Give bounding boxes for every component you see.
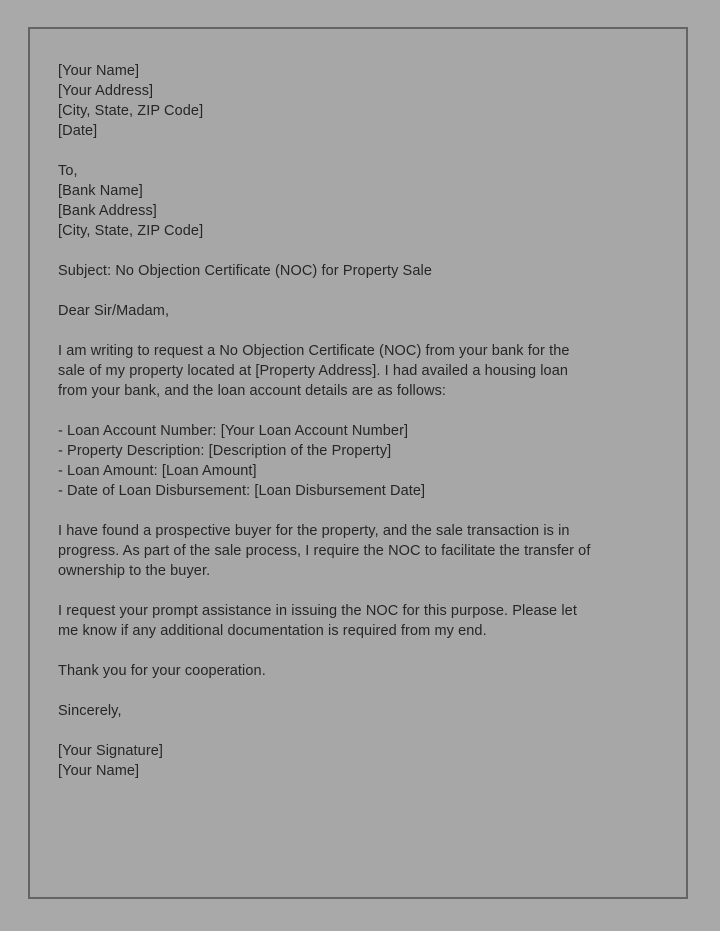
sign-off-text: Sincerely,	[58, 703, 122, 719]
signature-name-placeholder: [Your Name]	[58, 763, 140, 779]
sign-off	[58, 701, 638, 721]
body-paragraph-2	[58, 521, 638, 581]
paragraph-line: I have found a prospective buyer for the property, and the sale transaction is in	[58, 523, 570, 539]
letter-document	[58, 61, 638, 801]
paragraph-line: progress. As part of the sale process, I require the NOC to facilitate the transfer of	[58, 543, 591, 559]
loan-account-number-item: - Loan Account Number: [Your Loan Account Number]	[58, 423, 409, 439]
paragraph-line: I am writing to request a No Objection Certificate (NOC) from your bank for the	[58, 343, 570, 359]
paragraph-line: from your bank, and the loan account details are as follows:	[58, 383, 447, 399]
recipient-address-block	[58, 161, 638, 241]
paragraph-line: sale of my property located at [Property Address]. I had availed a housing loan	[58, 363, 569, 379]
closing-thanks-text: Thank you for your cooperation.	[58, 663, 266, 679]
disbursement-date-item: - Date of Loan Disbursement: [Loan Disbursement Date]	[58, 483, 426, 499]
salutation-text: Dear Sir/Madam,	[58, 303, 170, 319]
signature-placeholder: [Your Signature]	[58, 743, 164, 759]
body-paragraph-1	[58, 341, 638, 401]
loan-details-list	[58, 421, 638, 501]
property-description-item: - Property Description: [Description of the Property]	[58, 443, 392, 459]
subject-line	[58, 261, 638, 281]
recipient-city-state-zip: [City, State, ZIP Code]	[58, 223, 204, 239]
paragraph-line: ownership to the buyer.	[58, 563, 211, 579]
sender-address-block	[58, 61, 638, 141]
paragraph-line: I request your prompt assistance in issuing the NOC for this purpose. Please let	[58, 603, 577, 619]
body-paragraph-3	[58, 601, 638, 641]
subject-text: Subject: No Objection Certificate (NOC) for Property Sale	[58, 263, 432, 279]
loan-amount-item: - Loan Amount: [Loan Amount]	[58, 463, 257, 479]
sender-city-state-zip: [City, State, ZIP Code]	[58, 103, 204, 119]
closing-thanks	[58, 661, 638, 681]
salutation	[58, 301, 638, 321]
recipient-bank-name: [Bank Name]	[58, 183, 143, 199]
recipient-bank-address: [Bank Address]	[58, 203, 157, 219]
letter-date: [Date]	[58, 123, 98, 139]
sender-address: [Your Address]	[58, 83, 154, 99]
signature-block	[58, 741, 638, 781]
sender-name: [Your Name]	[58, 63, 140, 79]
paragraph-line: me know if any additional documentation is required from my end.	[58, 623, 487, 639]
recipient-to-label: To,	[58, 163, 78, 179]
